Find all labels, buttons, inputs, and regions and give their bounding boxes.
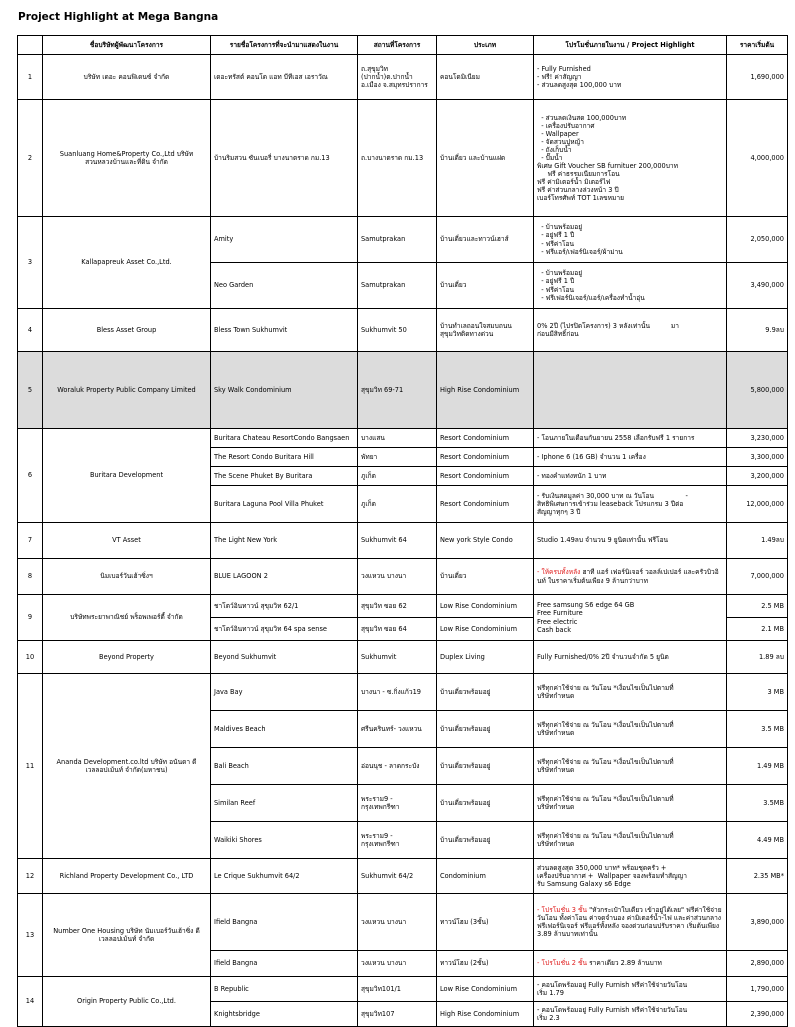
developer-cell: VT Asset [43, 523, 211, 559]
promo-highlight: - ให้ครบทั้งหลัง [537, 568, 581, 577]
price-cell: 1.49 MB [727, 748, 788, 785]
developer-cell: บริษัท เดอะ คอนฟิเดนซ์ จำกัด [43, 55, 211, 100]
promo-line: Cash back [537, 625, 572, 634]
type-cell: บ้านเดี่ยวพร้อมอยู่ [437, 711, 534, 748]
promo-line: สัญญาทุกๆ 3 ปี [537, 508, 581, 517]
promo-line: - ฟรีแอร์/เฟอร์นิเจอร์/ผ้าม่าน [537, 247, 623, 256]
row-number: 10 [18, 641, 43, 674]
table-row [18, 977, 788, 1002]
location-cell: Sukhumvit 64 [358, 523, 437, 559]
location-cell: วงแหวน บางนา [358, 559, 437, 595]
location-cell: พระราม9 - กรุงเทพกรีฑา [358, 785, 437, 822]
promo-line: รับ Samsung Galaxy s6 Edge [537, 880, 631, 889]
row-number: 13 [18, 894, 43, 977]
row-number: 1 [18, 55, 43, 100]
promo-cell [534, 674, 727, 711]
developer-cell: Kallapapreuk Asset Co.,Ltd. [43, 217, 211, 309]
project-cell: The Scene Phuket By Buritara [211, 467, 358, 486]
header-promotion: โปรโมชั่นภายในงาน / Project Highlight [534, 36, 727, 55]
project-cell: Buritara Chateau ResortCondo Bangsaen [211, 429, 358, 448]
location-cell: Samutprakan [358, 217, 437, 263]
promo-text: ราคาเดียว 2.89 ล้านบาท [586, 959, 662, 968]
price-cell: 1,790,000 [727, 977, 788, 1002]
location-cell: Sukhumvit [358, 641, 437, 674]
promo-line: ส่วนลดสูงสุด 350,000 บาท* พร้อมชุดครัว + [537, 863, 667, 872]
promo-cell [534, 100, 727, 217]
promo-cell: Studio 1.49ลบ จำนวน 9 ยูนิตเท่านั้น ฟรีโอน [534, 523, 727, 559]
project-cell: Bali Beach [211, 748, 358, 785]
price-cell: 4,000,000 [727, 100, 788, 217]
location-cell: สุขุมวิท107 [358, 1002, 437, 1027]
price-cell: 12,000,000 [727, 486, 788, 523]
type-cell: Low Rise Condominium [437, 977, 534, 1002]
promo-line: - ฟรี! ค่าสัญญา [537, 72, 582, 81]
type-cell: บ้านเดี่ยว [437, 263, 534, 309]
project-cell: Knightsbridge [211, 1002, 358, 1027]
table-row [18, 352, 788, 429]
promo-line: เบอร์โทรศัพท์ TOT 1เลขหมาย [537, 194, 624, 203]
row-number: 3 [18, 217, 43, 309]
type-cell: บ้านเดี่ยวพร้อมอยู่ [437, 748, 534, 785]
promo-line: - คอนโดพร้อมอยู่ Fully Furnish ฟรีค่าใช้จ่ายวันโอน [537, 1005, 688, 1014]
promo-line: พิเศษ Gift Voucher SB furnituer 200,000บาท [537, 162, 678, 171]
location-cell: ภูเก็ต [358, 486, 437, 523]
developer-cell: Ananda Development.co.ltd บริษัท อนันดา ดีเวลลอปเม้นท์ จำกัด(มหาชน) [43, 674, 211, 859]
project-cell: Similan Reef [211, 785, 358, 822]
promo-line: บริษัทกำหนด [537, 803, 575, 811]
price-cell: 3 MB [727, 674, 788, 711]
promo-cell: - ทองคำแท่งหนัก 1 บาท [534, 467, 727, 486]
project-cell: Le Crique Sukhumvit 64/2 [211, 859, 358, 894]
promo-line: - เครื่องปรับอากาศ [537, 121, 595, 130]
price-cell: 3,230,000 [727, 429, 788, 448]
project-cell: Maldives Beach [211, 711, 358, 748]
developer-cell: Beyond Property [43, 641, 211, 674]
location-cell: พัทยา [358, 448, 437, 467]
promo-cell [534, 1002, 727, 1027]
project-cell: Beyond Sukhumvit [211, 641, 358, 674]
type-cell: Resort Condominium [437, 448, 534, 467]
promo-cell [534, 894, 727, 951]
table-row [18, 217, 788, 263]
promo-line: - อยู่ฟรี 1 ปี [537, 231, 575, 240]
type-cell: Resort Condominium [437, 486, 534, 523]
location-cell: ถ.บางนาตราด กม.13 [358, 100, 437, 217]
project-cell: ชาโตว์อินทาวน์ สุขุมวิท 64 spa sense [211, 618, 358, 641]
promo-line: Free samsung S6 edge 64 GB [537, 601, 635, 610]
project-cell: The Resort Condo Buritara Hill [211, 448, 358, 467]
type-cell: บ้านทำเลถอนใจสมบถนนสุขุมวิทติดทางด่วน [437, 309, 534, 352]
promo-line: - Wallpaper [537, 129, 579, 138]
price-cell: 5,800,000 [727, 352, 788, 429]
promo-cell [534, 217, 727, 263]
type-cell: Resort Condominium [437, 467, 534, 486]
type-cell: Low Rise Condominium [437, 595, 534, 618]
project-cell: Bless Town Sukhumvit [211, 309, 358, 352]
project-cell: Neo Garden [211, 263, 358, 309]
type-cell: บ้านเดี่ยวพร้อมอยู่ [437, 785, 534, 822]
type-cell: High Rise Condominium [437, 352, 534, 429]
header-no [18, 36, 43, 55]
page-title: Project Highlight at Mega Bangna [18, 11, 219, 23]
row-number: 12 [18, 859, 43, 894]
developer-cell: นิมเบอร์วันเฮ้าซิ่งฯ [43, 559, 211, 595]
promo-text: ฮาที แอร์ เฟอร์นิเจอร์ วอลล์เปเปอร์ และครัวบิวอินท์ ในราคาเริ่มต้นเพียง 9 ล้านกว่าบาท [537, 568, 719, 585]
promo-line: Free Furniture [537, 609, 583, 618]
header-type: ประเภท [437, 36, 534, 55]
location-cell: สุขุมวิท 69-71 [358, 352, 437, 429]
row-number: 5 [18, 352, 43, 429]
location-cell: อ่อนนุช - ลาดกระบัง [358, 748, 437, 785]
promo-cell [534, 859, 727, 894]
project-cell: Java Bay [211, 674, 358, 711]
header-developer: ชื่อบริษัทผู้พัฒนาโครงการ [43, 36, 211, 55]
promo-line: - บ้านพร้อมอยู่ [537, 269, 583, 278]
promo-line: - ฟรีเฟอร์นิเจอร์/แอร์/เครื่องทำน้ำอุ่น [537, 293, 645, 302]
promo-cell [534, 977, 727, 1002]
promo-line: ฟรีทุกค่าใช้จ่าย ณ วันโอน *เงื่อนไขเป็นไปตามที่ [537, 831, 674, 840]
type-cell: Duplex Living [437, 641, 534, 674]
promo-cell [534, 951, 727, 977]
price-cell: 2,050,000 [727, 217, 788, 263]
promo-cell [534, 559, 727, 595]
type-cell: Condominium [437, 859, 534, 894]
promo-line: ฟรีทุกค่าใช้จ่าย ณ วันโอน *เงื่อนไขเป็นไปตามที่ [537, 683, 674, 692]
promo-line: - ส่วนลดเงินสด 100,000บาท [537, 113, 627, 122]
price-cell: 1.49ลบ [727, 523, 788, 559]
promo-cell [534, 748, 727, 785]
promo-line: เริ่ม 2.3 [537, 1014, 560, 1022]
row-number: 7 [18, 523, 43, 559]
location-cell: สุขุมวิท ซอย 64 [358, 618, 437, 641]
promo-line: - จัดสวนปูหญ้า [537, 137, 584, 146]
promo-cell: - โอนภายในเดือนกันยายน 2558 เลือกรับฟรี 1 รายการ [534, 429, 727, 448]
row-number: 8 [18, 559, 43, 595]
developer-cell: Richland Property Development Co., LTD [43, 859, 211, 894]
promo-line: เครื่องปรับอากาศ + Wallpaper จองพร้อมทำสัญญา [537, 871, 687, 880]
promo-line: ฟรีทุกค่าใช้จ่าย ณ วันโอน *เงื่อนไขเป็นไปตามที่ [537, 794, 674, 803]
location-cell: บางนา - ซ.กิ่งแก้ว19 [358, 674, 437, 711]
promo-cell [534, 55, 727, 100]
promo-cell [534, 309, 727, 352]
type-cell: ทาวน์โฮม (2ชั้น) [437, 951, 534, 977]
price-cell: 1.89 ลบ [727, 641, 788, 674]
header-row [18, 36, 788, 55]
developer-cell: Bless Asset Group [43, 309, 211, 352]
table-row [18, 859, 788, 894]
project-cell: Ifield Bangna [211, 951, 358, 977]
promo-cell [534, 595, 727, 641]
table-row [18, 429, 788, 448]
project-cell: Sky Walk Condominium [211, 352, 358, 429]
promo-line: ฟรี ค่าธรรมเนียมการโอน [537, 170, 620, 179]
header-price: ราคาเริ่มต้น [727, 36, 788, 55]
price-cell: 2.5 MB [727, 595, 788, 618]
promo-line: ก่อนมีสิทธิ์ก่อน [537, 330, 579, 338]
developer-cell: Number One Housing บริษัท นัมเบอร์วันเฮ้าซิ่ง ดีเวลลอปเม้นท์ จำกัด [43, 894, 211, 977]
promo-line: - ฟรีค่าโอน [537, 239, 575, 248]
developer-cell: Buritara Development [43, 429, 211, 523]
promo-line: - คอนโดพร้อมอยู่ Fully Furnish ฟรีค่าใช้จ่ายวันโอน [537, 980, 688, 989]
table-row [18, 309, 788, 352]
project-cell: Buritara Laguna Pool Villa Phuket [211, 486, 358, 523]
type-cell: Low Rise Condominium [437, 618, 534, 641]
promo-line: บริษัทกำหนด [537, 766, 575, 774]
location-cell: สุขุมวิท101/1 [358, 977, 437, 1002]
table-row [18, 595, 788, 618]
promo-line: - ฟรีค่าโอน [537, 285, 575, 294]
type-cell: New york Style Condo [437, 523, 534, 559]
promo-line: บริษัทกำหนด [537, 692, 575, 700]
row-number: 14 [18, 977, 43, 1027]
header-project: รายชื่อโครงการที่จะนำมาแสดงในงาน [211, 36, 358, 55]
row-number: 4 [18, 309, 43, 352]
promo-line: สิทธิพิเศษการเข้าร่วม leaseback โปรแกรม 3 ปีต่อ [537, 499, 684, 508]
table-row [18, 674, 788, 711]
promo-line: ฟรีทุกค่าใช้จ่าย ณ วันโอน *เงื่อนไขเป็นไปตามที่ [537, 720, 674, 729]
location-cell: ถ.สุขุมวิท (ปากน้ำ)ต.ปากน้ำ อ.เมือง จ.สมุทรปราการ [358, 55, 437, 100]
price-cell: 3,300,000 [727, 448, 788, 467]
price-cell: 2.1 MB [727, 618, 788, 641]
table-row [18, 559, 788, 595]
price-cell: 3,890,000 [727, 894, 788, 951]
developer-cell: Woraluk Property Public Company Limited [43, 352, 211, 429]
type-cell: บ้านเดี่ยวพร้อมอยู่ [437, 822, 534, 859]
location-cell: วงแหวน บางนา [358, 894, 437, 951]
location-cell: บางแสน [358, 429, 437, 448]
row-number: 9 [18, 595, 43, 641]
project-cell: ชาโตว์อินทาวน์ สุขุมวิท 62/1 [211, 595, 358, 618]
promo-line: Free electric [537, 617, 578, 626]
promo-line: เริ่ม 1.79 [537, 989, 564, 997]
row-number: 6 [18, 429, 43, 523]
type-cell: คอนโดมิเนียม [437, 55, 534, 100]
location-cell: ภูเก็ต [358, 467, 437, 486]
price-cell: 1,690,000 [727, 55, 788, 100]
table-row [18, 55, 788, 100]
promo-line: 0% 2ปี (ไปรปิดโครงการ) 3 หลังเท่านั้น มา [537, 321, 679, 330]
type-cell: บ้านเดี่ยวพร้อมอยู่ [437, 674, 534, 711]
promo-cell: - Iphone 6 (16 GB) จำนวน 1 เครื่อง [534, 448, 727, 467]
project-cell: เดอะทรัสต์ คอนโด แอท บีทีเอส เอราวัณ [211, 55, 358, 100]
promo-cell: Fully Furnished/0% 2ปี จำนวนจำกัด 5 ยูนิต [534, 641, 727, 674]
promo-line: - Fully Furnished [537, 64, 591, 73]
promo-line: บริษัทกำหนด [537, 729, 575, 737]
location-cell: สุขุมวิท ซอย 62 [358, 595, 437, 618]
promo-line: - อยู่ฟรี 1 ปี [537, 277, 575, 286]
promo-line: ฟรี ค่ามิเตอร์น้ำ มิเตอร์ไฟ [537, 178, 611, 187]
price-cell: 3,200,000 [727, 467, 788, 486]
developer-cell: Origin Property Public Co.,Ltd. [43, 977, 211, 1027]
table-row [18, 894, 788, 951]
project-cell: Ifield Bangna [211, 894, 358, 951]
promo-line: - ถังเก็บน้ำ [537, 145, 572, 154]
promo-line: - ส่วนลดสูงสุด 100,000 บาท [537, 81, 622, 90]
type-cell: บ้านเดี่ยว [437, 559, 534, 595]
header-location: สถานที่โครงการ [358, 36, 437, 55]
promo-line: ฟรี ค่าส่วนกลางล่วงหน้า 3 ปี [537, 186, 619, 195]
project-cell: Waikiki Shores [211, 822, 358, 859]
project-cell: บ้านริมสวน ซันเบอรี่ บางนาตราด กม.13 [211, 100, 358, 217]
promo-cell [534, 785, 727, 822]
table-row [18, 523, 788, 559]
price-cell: 7,000,000 [727, 559, 788, 595]
promo-line: ฟรีทุกค่าใช้จ่าย ณ วันโอน *เงื่อนไขเป็นไปตามที่ [537, 757, 674, 766]
promo-line: - ปั๊มน้ำ [537, 153, 563, 162]
row-number: 11 [18, 674, 43, 859]
type-cell: ทาวน์โฮม (3ชั้น) [437, 894, 534, 951]
location-cell: วงแหวน บางนา [358, 951, 437, 977]
price-cell: 3.5 MB [727, 711, 788, 748]
price-cell: 2,890,000 [727, 951, 788, 977]
project-cell: BLUE LAGOON 2 [211, 559, 358, 595]
promo-line: - บ้านพร้อมอยู่ [537, 223, 583, 232]
type-cell: High Rise Condominium [437, 1002, 534, 1027]
type-cell: Resort Condominium [437, 429, 534, 448]
price-cell: 3,490,000 [727, 263, 788, 309]
promo-cell [534, 822, 727, 859]
promo-highlight: - โปรโมชั่น 2 ชั้น [537, 959, 587, 968]
type-cell: บ้านเดี่ยวและทาวน์เฮาส์ [437, 217, 534, 263]
developer-cell: Suanluang Home&Property Co.,Ltd บริษัท สวนหลวงบ้านและที่ดิน จำกัด [43, 100, 211, 217]
price-cell: 2.35 MB* [727, 859, 788, 894]
promo-highlight: - โปรโมชั่น 3 ชั้น [537, 905, 587, 914]
promo-line: - รับเงินสดมูลค่า 30,000 บาท ณ วันโอน - [537, 491, 688, 500]
price-cell: 2,390,000 [727, 1002, 788, 1027]
location-cell: Samutprakan [358, 263, 437, 309]
row-number: 2 [18, 100, 43, 217]
type-cell: บ้านเดี่ยว และบ้านแฝด [437, 100, 534, 217]
promo-cell [534, 352, 727, 429]
promo-line: บริษัทกำหนด [537, 840, 575, 848]
location-cell: ศรีนครินทร์- วงแหวน [358, 711, 437, 748]
promo-cell [534, 263, 727, 309]
table-row [18, 100, 788, 217]
project-cell: B Republic [211, 977, 358, 1002]
promo-cell [534, 486, 727, 523]
location-cell: Sukhumvit 50 [358, 309, 437, 352]
price-cell: 4.49 MB [727, 822, 788, 859]
promo-text: "หัวกระเป๋าใบเดียว เข้าอยู่ได้เลย" ฟรีค่าใช้จ่ายวันโอน ทั้งค่าโอน ค่าจดจำนอง ค่ามิเตอร์น้ำ-ไฟ และค่าส่วนกลาง ฟรีเฟอร์นิเจอร์ ฟรีแอร์ทั้งหลัง จองด่วนก่อนปรับราคา เริ่มต้นเพียง 3.89 ล้านบาทเท่านั้น [537, 905, 722, 939]
project-cell: Amity [211, 217, 358, 263]
price-cell: 9.9ลบ [727, 309, 788, 352]
location-cell: Sukhumvit 64/2 [358, 859, 437, 894]
project-table [17, 35, 788, 1027]
location-cell: พระราม9 - กรุงเทพกรีฑา [358, 822, 437, 859]
price-cell: 3.5MB [727, 785, 788, 822]
project-cell: The Light New York [211, 523, 358, 559]
table-row [18, 641, 788, 674]
developer-cell: บริษัทพระยาพาณิชย์ พร็อพเพอร์ตี้ จำกัด [43, 595, 211, 641]
promo-cell [534, 711, 727, 748]
